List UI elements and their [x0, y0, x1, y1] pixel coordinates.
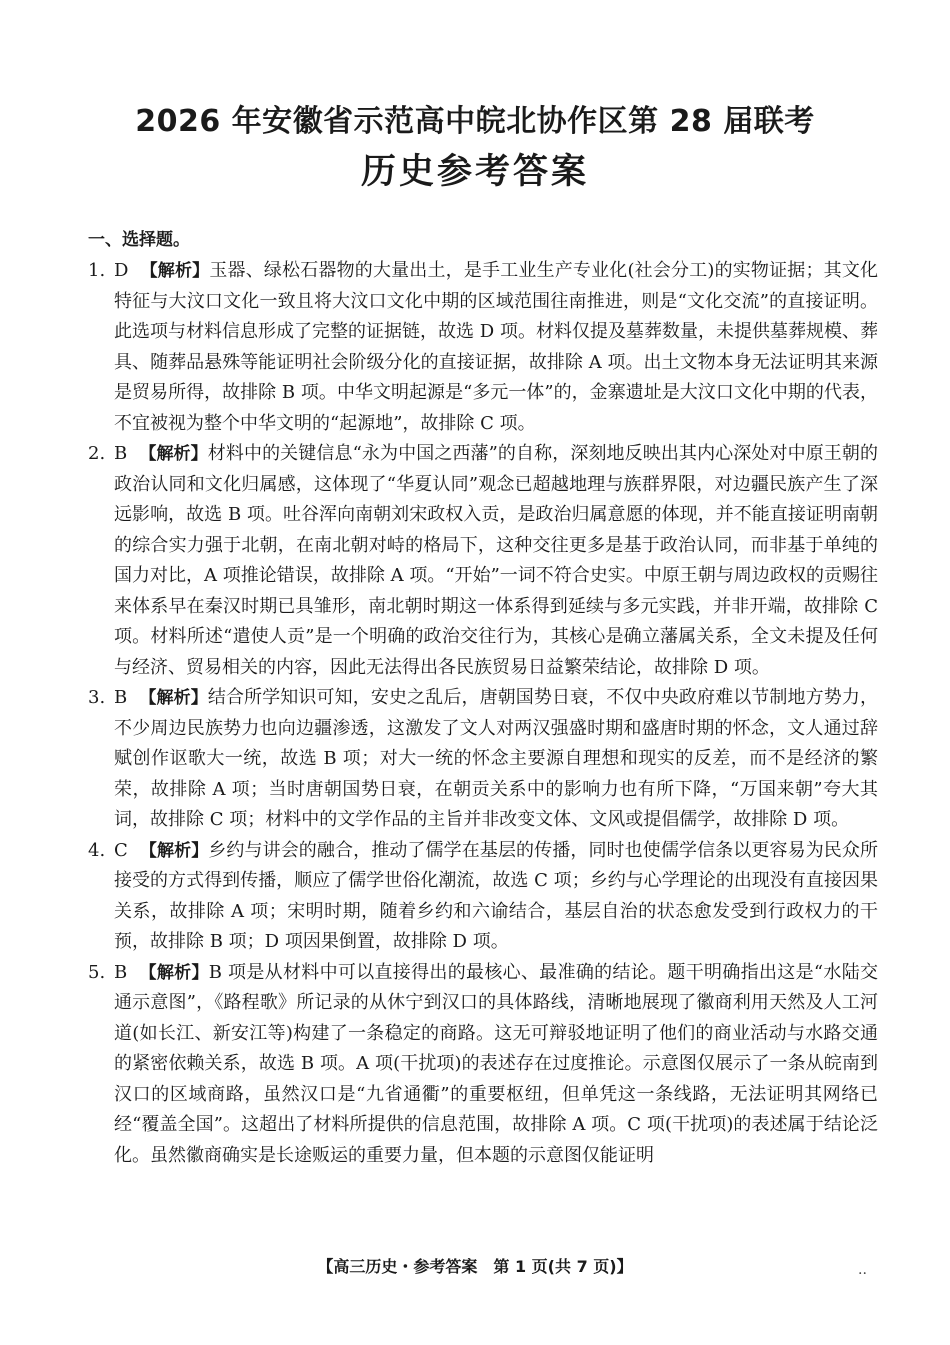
question-explanation	[114, 958, 878, 1172]
question-number: 1.	[88, 260, 106, 281]
exam-title: 2026 年安徽省示范高中皖北协作区第 28 届联考	[135, 104, 815, 139]
analysis-tag: 【解析】	[139, 962, 209, 983]
question-item-2	[88, 439, 878, 683]
question-number: 5.	[88, 961, 106, 983]
analysis-tag: 【解析】	[140, 261, 210, 281]
answer-letter: B	[114, 961, 128, 983]
explanation-text: 结合所学知识可知，安史之乱后，唐朝国势日衰，不仅中央政府难以节制地方势力，不少周边民族势力也向边疆渗透，这激发了文人对两汉强盛时期和盛唐时期的怀念，文人通过辞赋创作讴歌大一统，故选 B 项；对大一统的怀念主要源自理想和现实的反差，而不是经济的繁荣，故排除 A 项；当时唐朝国势日衰，在朝贡关系中的影响力也有所下降，“万国来朝”夸大其词，故排除 C 项；材料中的文学作品的主旨并非改变文体、文风或提倡儒学，故排除 D 项。	[114, 687, 879, 830]
explanation-text: B 项是从材料中可以直接得出的最核心、最准确的结论。题干明确指出这是“水陆交通示意图”，《路程歌》所记录的从休宁到汉口的具体路线，清晰地展现了徽商利用天然及人工河道(如长江、新安江等)构建了一条稳定的商路。这无可辩驳地证明了他们的商业活动与水路交通的紧密依赖关系，故选 B 项。A 项(干扰项)的表述存在过度推论。示意图仅展示了一条从皖南到汉口的区域商路，虽然汉口是“九省通衢”的重要枢纽，但单凭这一条线路，无法证明其网络已经“覆盖全国”。这超出了材料所提供的信息范围，故排除 A 项。C 项(干扰项)的表述属于结论泛化。虽然徽商确实是长途贩运的重要力量，但本题的示意图仅能证明	[114, 961, 879, 1166]
answer-letter: B	[114, 687, 128, 708]
answer-letter: D	[114, 260, 129, 281]
question-item-1	[88, 256, 878, 439]
explanation-text: 材料中的关键信息“永为中国之西藩”的自称，深刻地反映出其内心深处对中原王朝的政治认同和文化归属感，这体现了“华夏认同”观念已超越地理与族群界限，对边疆民族产生了深远影响，故选 B 项。吐谷浑向南朝刘宋政权入贡，是政治归属意愿的体现，并不能直接证明南朝的综合实力强于北朝，在南北朝对峙的格局下，这种交往更多是基于政治认同，而非基于单纯的国力对比，A 项推论错误，故排除 A 项。“开始”一词不符合史实。中原王朝与周边政权的贡赐往来体系早在秦汉时期已具雏形，南北朝时期这一体系得到延续与多元实践，并非开端，故排除 C 项。材料所述“遣使人贡”是一个明确的政治交往行为，其核心是确立藩属关系，全文未提及任何与经济、贸易相关的内容，因此无法得出各民族贸易日益繁荣结论，故排除 D 项。	[114, 443, 879, 678]
analysis-tag: 【解析】	[139, 688, 208, 708]
question-explanation	[114, 836, 878, 958]
document-title: 历史参考答案	[360, 152, 589, 192]
explanation-text: 玉器、绿松石器物的大量出土，是手工业生产专业化(社会分工)的实物证据；其文化特征与大汶口文化一致且将大汶口文化中期的区域范围往南推进，则是“文化交流”的直接证明。此选项与材料信息形成了完整的证据链，故选 D 项。材料仅提及墓葬数量，未提供墓葬规模、葬具、随葬品悬殊等能证明社会阶级分化的直接证据，故排除 A 项。出土文物本身无法证明其来源是贸易所得，故排除 B 项。中华文明起源是“多元一体”的，金寨遗址是大汶口文化中期的代表，不宜被视为整个中华文明的“起源地”，故排除 C 项。	[114, 260, 879, 434]
question-number: 4.	[88, 839, 106, 861]
answer-letter: B	[114, 443, 128, 464]
section-heading: 一、选择题。	[88, 230, 190, 250]
corner-mark: ..	[858, 1262, 867, 1278]
question-number: 2.	[88, 443, 106, 464]
question-item-3	[88, 683, 878, 836]
question-number: 3.	[88, 687, 106, 708]
question-explanation	[114, 256, 878, 439]
explanation-text: 乡约与讲会的融合，推动了儒学在基层的传播，同时也使儒学信条以更容易为民众所接受的方式得到传播，顺应了儒学世俗化潮流，故选 C 项；乡约与心学理论的出现没有直接因果关系，故排除 A 项；宋明时期，随着乡约和六谕结合，基层自治的状态愈发受到行政权力的干预，故排除 B 项；D 项因果倒置，故排除 D 项。	[114, 839, 878, 952]
answers-content	[88, 224, 878, 1171]
page-footer: 【高三历史・参考答案 第 1 页(共 7 页)】	[317, 1257, 633, 1276]
question-item-4	[88, 836, 878, 958]
answer-letter: C	[114, 839, 128, 861]
question-explanation	[114, 683, 878, 836]
question-explanation	[114, 439, 878, 683]
analysis-tag: 【解析】	[139, 444, 208, 464]
analysis-tag: 【解析】	[139, 840, 209, 861]
question-item-5	[88, 958, 878, 1172]
